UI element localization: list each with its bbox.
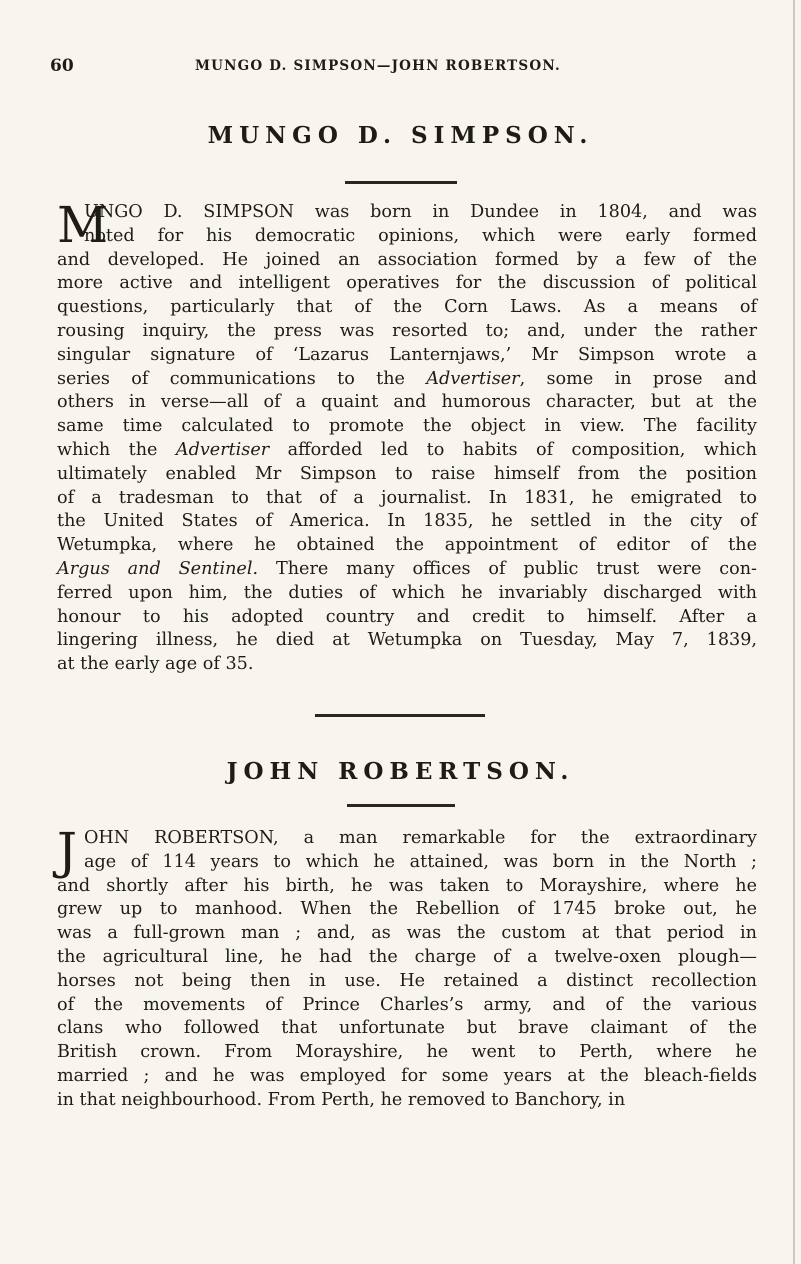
text-line: horses not being then in use. He retained a distinct recollection xyxy=(57,970,757,991)
text-line: age of 114 years to which he attained, was born in the North ; xyxy=(84,851,757,872)
text-line: in that neighbourhood. From Perth, he removed to Banchory, in xyxy=(57,1089,626,1110)
text-line: lingering illness, he died at Wetumpka on Tuesday, May 7, 1839, xyxy=(57,630,757,651)
text-line: OHN ROBERTSON, a man remarkable for the extraordinary xyxy=(84,828,757,848)
section-title-simpson: MUNGO D. SIMPSON. xyxy=(207,122,594,149)
text-line: more active and intelligent operatives for the discussion of political xyxy=(57,273,757,294)
section-separator-rule xyxy=(315,714,485,717)
text-line: ultimately enabled Mr Simpson to raise himself from the position xyxy=(57,463,757,484)
drop-cap: J xyxy=(57,822,78,880)
text-line: at the early age of 35. xyxy=(57,654,254,675)
text-line: clans who followed that unfortunate but brave claimant of the xyxy=(57,1018,757,1039)
text-line: and developed. He joined an association formed by a few of the xyxy=(57,249,757,270)
page-edge-shadow xyxy=(793,0,795,1264)
text-line: others in verse—all of a quaint and humorous character, but at the xyxy=(57,392,757,413)
text-line: and shortly after his birth, he was taken to Morayshire, where he xyxy=(57,875,757,896)
text-line: which the Advertiser afforded led to habits of composition, which xyxy=(57,439,757,460)
text-line: singular signature of ‘Lazarus Lanternjaws,’ Mr Simpson wrote a xyxy=(57,344,757,365)
text-line: series of communications to the Advertiser, some in prose and xyxy=(57,368,757,389)
title-rule xyxy=(345,181,457,184)
text-line: grew up to manhood. When the Rebellion of 1745 broke out, he xyxy=(57,899,757,920)
text-line: the United States of America. In 1835, he settled in the city of xyxy=(57,511,757,532)
text-line: Argus and Sentinel. There many offices of public trust were con- xyxy=(57,558,757,579)
text-line: British crown. From Morayshire, he went to Perth, where he xyxy=(57,1042,757,1063)
text-line: of a tradesman to that of a journalist. In 1831, he emigrated to xyxy=(57,487,757,508)
running-title: MUNGO D. SIMPSON—JOHN ROBERTSON. xyxy=(195,58,561,74)
section-title-robertson: JOHN ROBERTSON. xyxy=(226,758,575,785)
text-line: UNGO D. SIMPSON was born in Dundee in 1804, and was xyxy=(84,202,757,222)
text-line: rousing inquiry, the press was resorted to; and, under the rather xyxy=(57,320,757,341)
drop-cap: M xyxy=(57,196,109,254)
text-line: was a full-grown man ; and, as was the custom at that period in xyxy=(57,923,757,944)
title-rule xyxy=(347,804,455,807)
text-line: same time calculated to promote the object in view. The facility xyxy=(57,416,757,437)
text-line: ferred upon him, the duties of which he invariably discharged with xyxy=(57,582,757,603)
paragraph-robertson xyxy=(57,822,757,1113)
text-line: noted for his democratic opinions, which were early formed xyxy=(84,225,757,246)
text-line: of the movements of Prince Charles’s army, and of the various xyxy=(57,994,757,1015)
text-line: the agricultural line, he had the charge of a twelve-oxen plough— xyxy=(57,946,757,967)
paragraph-simpson xyxy=(57,196,757,677)
text-line: questions, particularly that of the Corn Laws. As a means of xyxy=(57,297,757,318)
text-line: Wetumpka, where he obtained the appointment of editor of the xyxy=(57,535,757,556)
text-line: honour to his adopted country and credit to himself. After a xyxy=(57,606,757,627)
text-line: married ; and he was employed for some years at the bleach-fields xyxy=(57,1065,757,1086)
page-number: 60 xyxy=(50,56,74,76)
